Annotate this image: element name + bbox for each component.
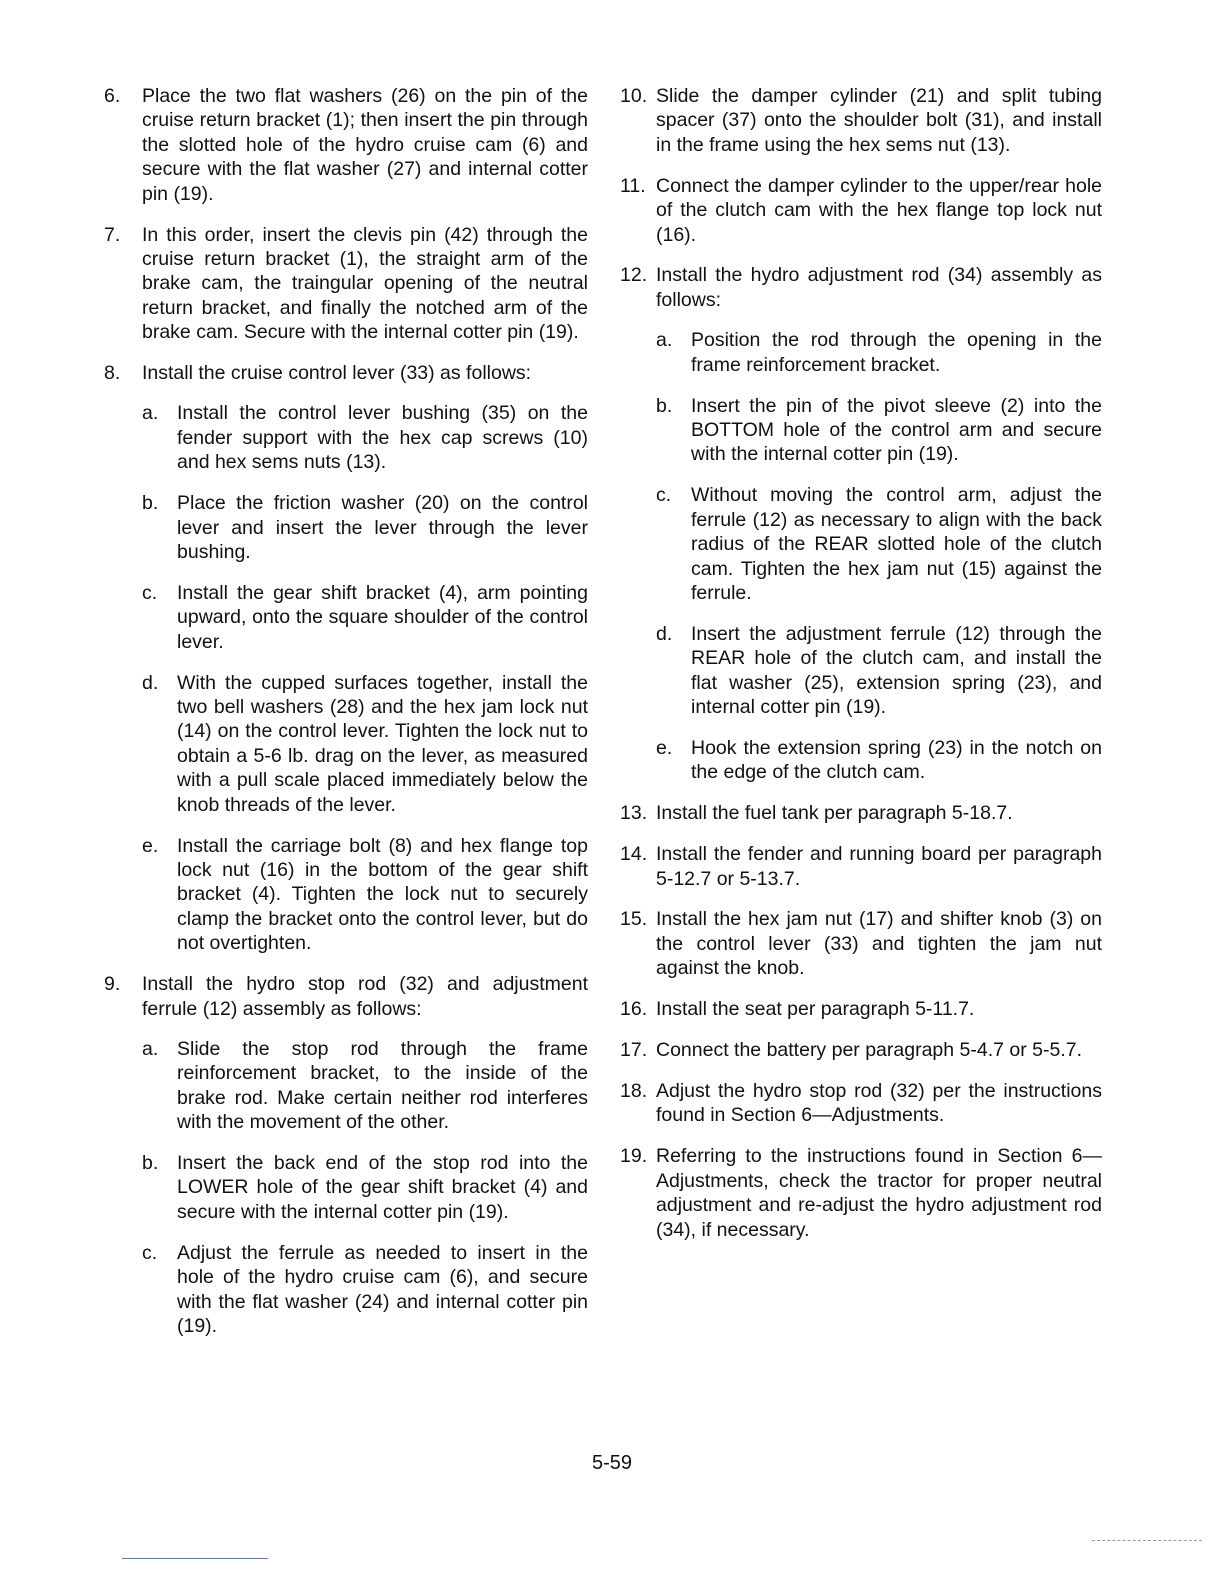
step-text: Install the fender and running board per paragraph 5-12.7 or 5-13.7. [656,843,1102,890]
step-7 [104,223,588,345]
footer-rule-right [1092,1540,1202,1542]
substep-a [142,401,588,474]
substep-a [656,328,1102,377]
substep-c [656,483,1102,605]
substep-text: Slide the stop rod through the frame reinforcement bracket, to the inside of the brake rod. Make certain neither rod interferes with the movement of the other. [177,1037,588,1134]
step-text: Install the hex jam nut (17) and shifter knob (3) on the control lever (33) and tighten the jam nut against the knob. [656,908,1102,980]
step-number: 19. [620,1145,648,1168]
step-8 [104,361,588,956]
step-number: 15. [620,908,648,931]
right-column [618,84,1102,1258]
substep-letter: d. [656,622,673,645]
substep-letter: d. [142,671,159,694]
substep-list [142,401,588,955]
step-text: Install the seat per paragraph 5-11.7. [656,998,975,1021]
step-number: 7. [104,223,121,246]
substep-text: Insert the pin of the pivot sleeve (2) into the BOTTOM hole of the control arm and secure with the internal cotter pin (19). [691,394,1102,466]
step-number: 14. [620,843,648,866]
step-text: Connect the damper cylinder to the upper/rear hole of the clutch cam with the hex flange top lock nut (16). [656,174,1102,246]
substep-list [656,328,1102,785]
step-text: In this order, insert the clevis pin (42) through the cruise return bracket (1), the straight arm of the brake cam, the traingular opening of the neutral return bracket, and finally the notched arm of the brake cam. Secure with the internal cotter pin (19). [142,223,588,344]
step-14 [618,842,1102,891]
step-number: 13. [620,802,648,825]
step-number: 16. [620,998,648,1021]
step-11 [618,174,1102,247]
step-text: Connect the battery per paragraph 5-4.7 or 5-5.7. [656,1039,1083,1062]
substep-letter: e. [142,834,159,857]
left-column [104,84,588,1355]
substep-b [142,1151,588,1224]
step-17 [618,1038,1102,1062]
substep-letter: b. [142,492,159,515]
substep-letter: a. [142,402,159,425]
substep-b [656,394,1102,467]
substep-text: Install the carriage bolt (8) and hex flange top lock nut (16) in the bottom of the gear shift bracket (4). Tighten the lock nut to securely clamp the bracket onto the control lever, but do not overtighten. [177,834,588,955]
substep-text: Place the friction washer (20) on the control lever and insert the lever through the lever bushing. [177,492,588,563]
step-19 [618,1144,1102,1242]
substep-letter: a. [142,1037,159,1060]
substep-letter: c. [142,581,158,604]
substep-c [142,1241,588,1339]
step-15 [618,907,1102,980]
substep-b [142,491,588,564]
substep-e [656,736,1102,785]
step-18 [618,1079,1102,1128]
step-text: Slide the damper cylinder (21) and split tubing spacer (37) onto the shoulder bolt (31), and install in the frame using the hex sems nut (13). [656,85,1102,156]
substep-text: Hook the extension spring (23) in the notch on the edge of the clutch cam. [691,736,1102,784]
footer-rule-left [122,1558,268,1559]
substep-d [656,622,1102,720]
step-text: Install the hydro adjustment rod (34) assembly as follows: [656,264,1102,311]
substep-text: Adjust the ferrule as needed to insert in the hole of the hydro cruise cam (6), and secure with the flat washer (24) and internal cotter pin (19). [177,1241,588,1337]
substep-text: Position the rod through the opening in the frame reinforcement bracket. [691,329,1102,376]
step-number: 11. [620,174,646,197]
step-number: 12. [620,264,648,287]
step-text: Referring to the instructions found in Section 6—Adjustments, check the tractor for proper neutral adjustment and re-adjust the hydro adjustment rod (34), if necessary. [656,1145,1102,1241]
step-12 [618,263,1102,784]
substep-letter: e. [656,736,673,759]
substep-d [142,671,588,817]
substep-letter: b. [142,1152,159,1175]
substep-text: Insert the back end of the stop rod into the LOWER hole of the gear shift bracket (4) and secure with the internal cotter pin (19). [177,1152,588,1223]
substep-text: With the cupped surfaces together, install the two bell washers (28) and the hex jam lock nut (14) on the control lever. Tighten the lock nut to obtain a 5-6 lb. drag on the lever, as measured with a pull scale placed immediately below the knob threads of the lever. [177,671,588,816]
substep-text: Insert the adjustment ferrule (12) through the REAR hole of the clutch cam, and install the flat washer (25), extension spring (23), and internal cotter pin (19). [691,622,1102,719]
step-number: 18. [620,1080,648,1102]
step-10 [618,84,1102,157]
step-text: Place the two flat washers (26) on the pin of the cruise return bracket (1); then insert the pin through the slotted hole of the hydro cruise cam (6) and secure with the flat washer (27) and internal cotter pin (19). [142,85,588,205]
step-text: Adjust the hydro stop rod (32) per the instructions found in Section 6—Adjustments. [656,1080,1102,1127]
step-text: Install the cruise control lever (33) as follows: [142,362,532,385]
substep-letter: a. [656,329,673,352]
step-number: 17. [620,1039,648,1062]
substep-letter: b. [656,394,673,417]
substep-letter: c. [142,1241,158,1264]
substep-text: Without moving the control arm, adjust the ferrule (12) as necessary to align with the back radius of the REAR slotted hole of the clutch cam. Tighten the hex jam nut (15) against the ferrule. [691,484,1102,604]
substep-text: Install the gear shift bracket (4), arm pointing upward, onto the square shoulder of the control lever. [177,581,588,653]
step-text: Install the fuel tank per paragraph 5-18.7. [656,802,1013,825]
step-16 [618,997,1102,1021]
step-13 [618,801,1102,825]
substep-a [142,1037,588,1135]
substep-e [142,834,588,956]
step-text: Install the hydro stop rod (32) and adjustment ferrule (12) assembly as follows: [142,973,588,1020]
step-number: 9. [104,973,121,996]
page-number: 5-59 [591,1452,633,1474]
substep-list [142,1037,588,1338]
step-6 [104,84,588,206]
step-number: 6. [104,85,121,107]
substep-text: Install the control lever bushing (35) on the fender support with the hex cap screws (10) and hex sems nuts (13). [177,402,588,474]
substep-c [142,581,588,654]
step-number: 8. [104,362,121,385]
step-9 [104,972,588,1338]
substep-letter: c. [656,484,672,507]
step-number: 10. [620,85,648,107]
